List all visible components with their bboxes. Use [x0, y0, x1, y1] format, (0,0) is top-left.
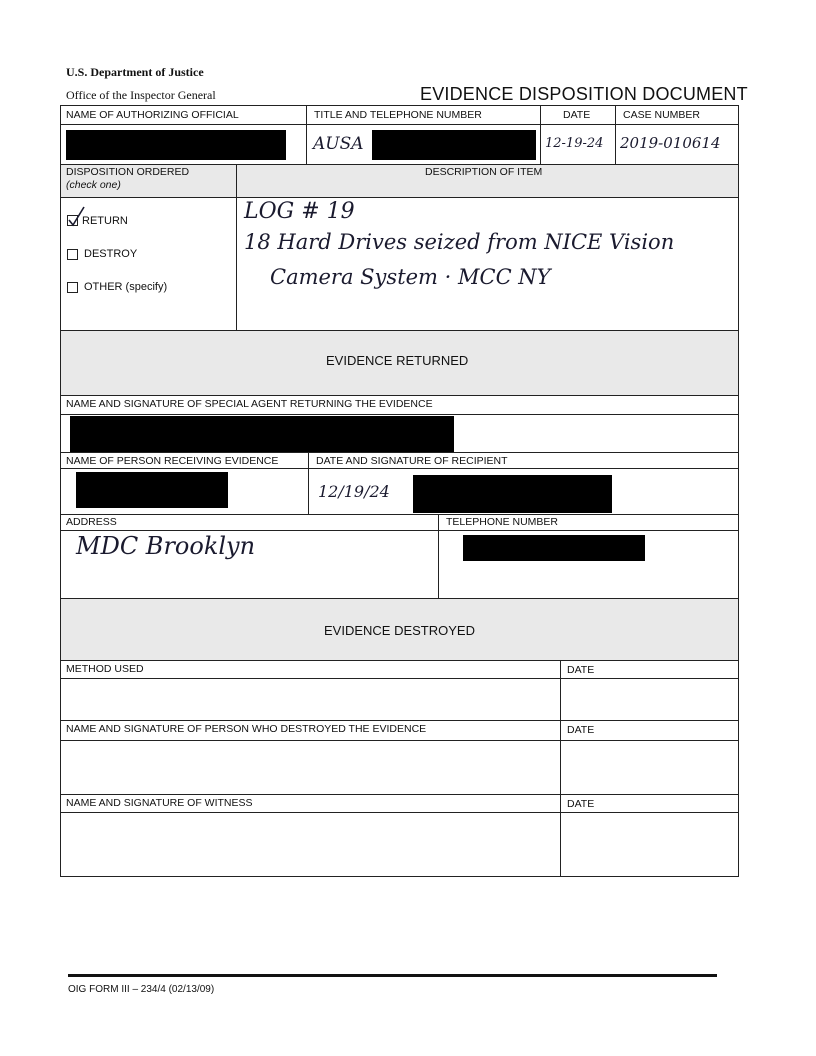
method-date-label: DATE	[567, 664, 595, 676]
destroy-option-label: DESTROY	[84, 248, 138, 260]
agency-name: U.S. Department of Justice	[66, 65, 204, 79]
agent-returning-label: NAME AND SIGNATURE OF SPECIAL AGENT RETURNING THE EVIDENCE	[66, 398, 433, 410]
recipient-signature-redaction	[413, 475, 612, 513]
address-value: MDC Brooklyn	[76, 532, 256, 560]
description-line-3: Camera System · MCC NY	[270, 265, 551, 289]
receiver-label: NAME OF PERSON RECEIVING EVIDENCE	[66, 455, 279, 467]
method-used-label: METHOD USED	[66, 663, 144, 675]
office-name: Office of the Inspector General	[66, 88, 216, 102]
description-line-1: LOG # 19	[244, 199, 355, 224]
witness-date-label: DATE	[567, 798, 595, 810]
agent-redaction	[70, 416, 454, 452]
return-option-label: RETURN	[82, 215, 128, 227]
destroyer-date-label: DATE	[567, 724, 595, 736]
footer-rule	[68, 974, 717, 977]
date-value: 12-19-24	[545, 136, 604, 151]
case-number-label: CASE NUMBER	[623, 109, 701, 121]
phone-redaction	[372, 130, 536, 160]
description-line-2: 18 Hard Drives seized from NICE Vision	[244, 230, 675, 254]
destroyer-label: NAME AND SIGNATURE OF PERSON WHO DESTROYED THE EVIDENCE	[66, 723, 427, 735]
description-label: DESCRIPTION OF ITEM	[425, 166, 543, 178]
form-id: OIG FORM III – 234/4 (02/13/09)	[68, 984, 215, 995]
other-checkbox[interactable]	[67, 282, 78, 293]
title-value: AUSA	[313, 134, 364, 154]
evidence-destroyed-title: EVIDENCE DESTROYED	[324, 623, 475, 638]
other-option-label: OTHER (specify)	[84, 281, 168, 293]
authorizing-official-redaction	[66, 130, 286, 160]
recipient-date-value: 12/19/24	[318, 482, 390, 501]
telephone-redaction	[463, 535, 645, 561]
disposition-label: DISPOSITION ORDERED	[66, 166, 190, 178]
telephone-label: TELEPHONE NUMBER	[446, 516, 559, 528]
authorizing-official-label: NAME OF AUTHORIZING OFFICIAL	[66, 109, 239, 121]
recipient-signature-label: DATE AND SIGNATURE OF RECIPIENT	[316, 455, 508, 467]
title-phone-label: TITLE AND TELEPHONE NUMBER	[314, 109, 482, 121]
case-number-value: 2019-010614	[620, 134, 721, 152]
evidence-returned-title: EVIDENCE RETURNED	[326, 353, 469, 368]
date-label: DATE	[563, 109, 591, 121]
witness-label: NAME AND SIGNATURE OF WITNESS	[66, 797, 253, 809]
destroy-checkbox[interactable]	[67, 249, 78, 260]
receiver-redaction	[76, 472, 228, 508]
address-label: ADDRESS	[66, 516, 117, 528]
disposition-sublabel: (check one)	[66, 179, 121, 191]
document-title: EVIDENCE DISPOSITION DOCUMENT	[420, 84, 748, 104]
